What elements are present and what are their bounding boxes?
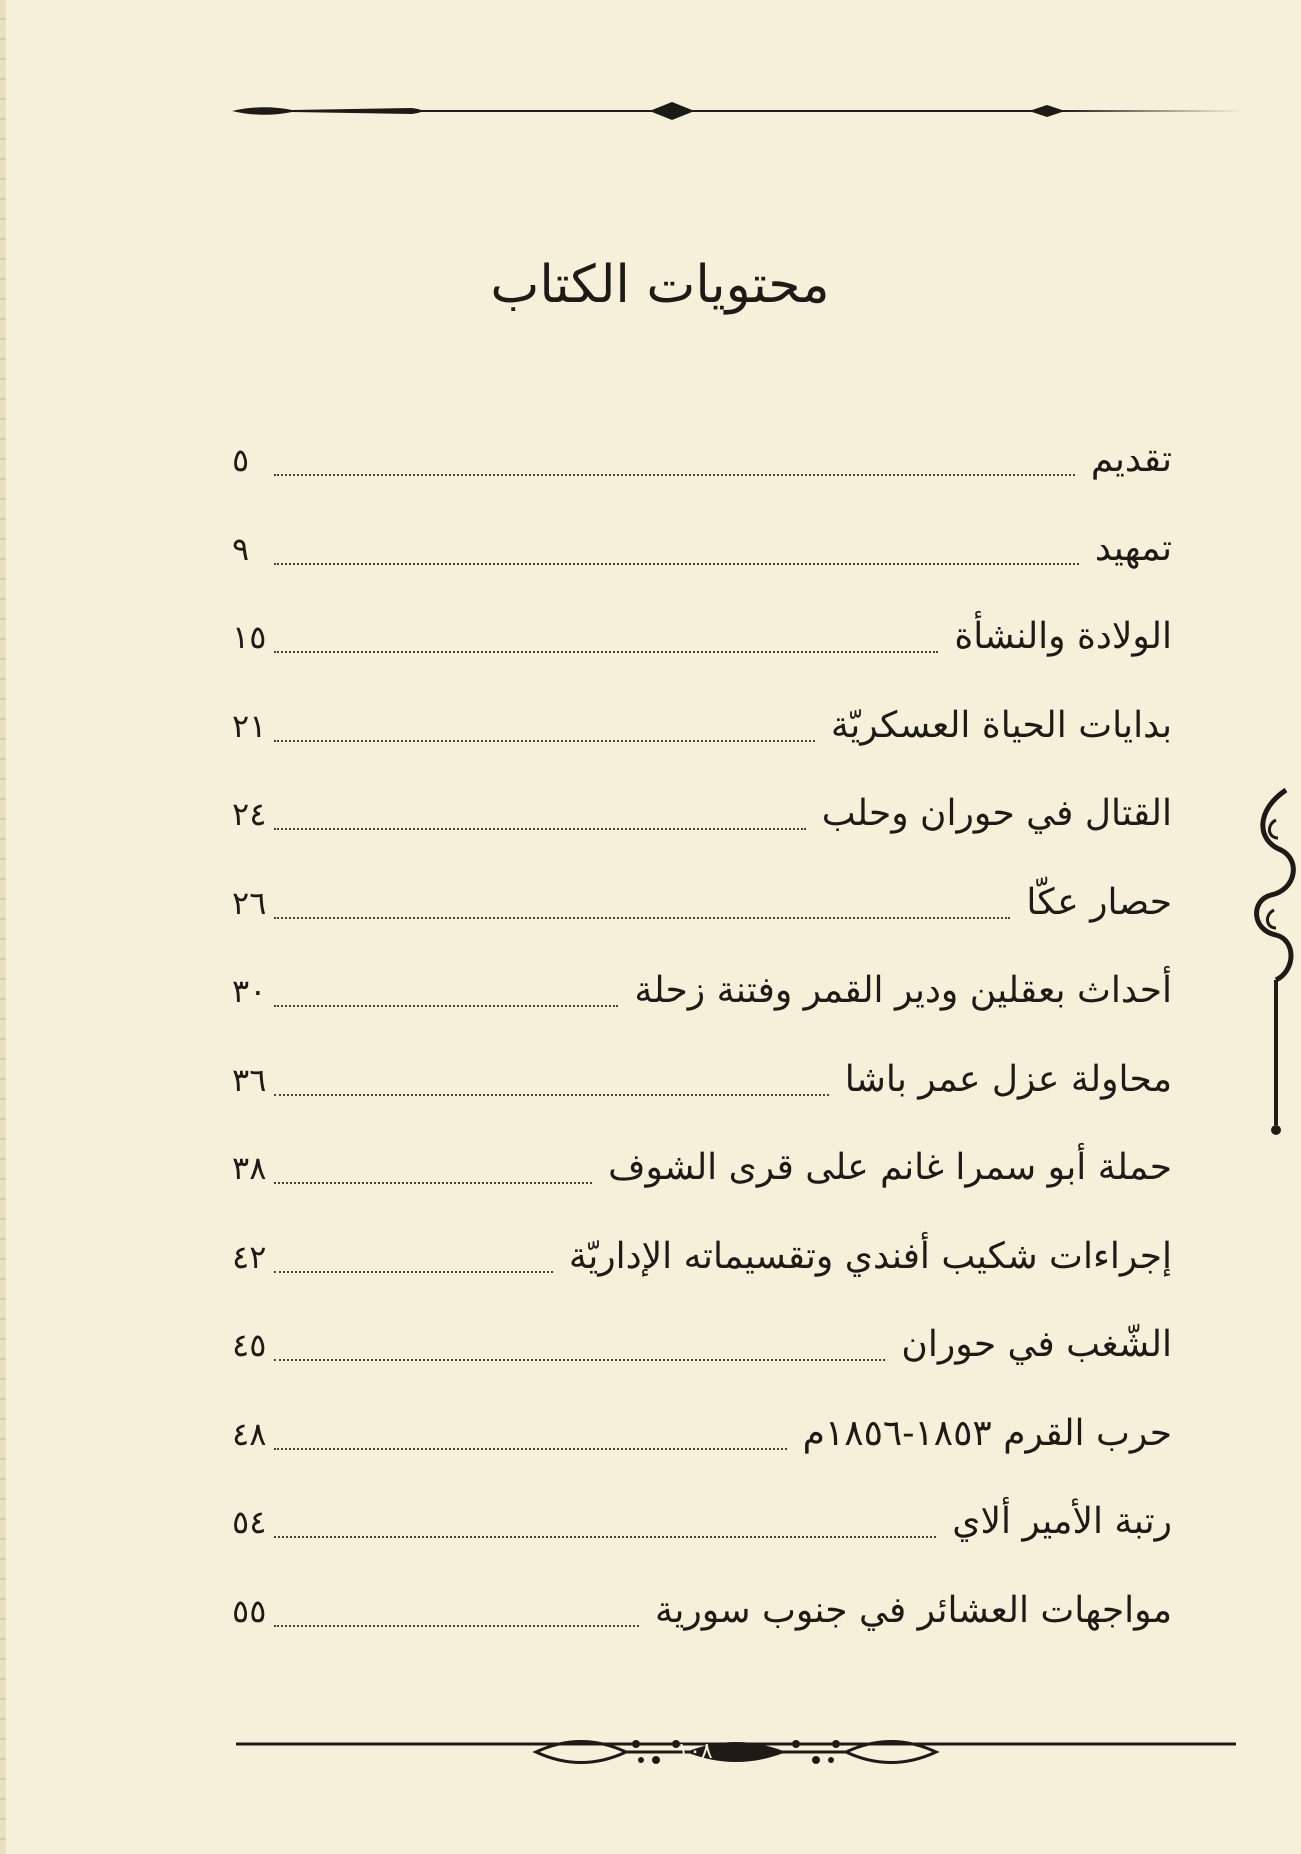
toc-entry-page: ٣٨: [232, 1149, 267, 1187]
toc-dot-leader: [274, 651, 938, 653]
toc-dot-leader: [274, 828, 806, 830]
toc-entry-title: الولادة والنشأة: [954, 616, 1172, 657]
toc-dot-leader: [274, 474, 1075, 476]
toc-entry-title: حصار عكّا: [1026, 881, 1172, 923]
toc-entry-page: ٢١: [232, 706, 267, 745]
toc-entry-title: حملة أبو سمرا غانم على قرى الشوف: [608, 1147, 1172, 1188]
toc-dot-leader: [274, 1359, 885, 1361]
toc-entry-title: محاولة عزل عمر باشا: [844, 1058, 1172, 1100]
toc-dot-leader: [274, 1094, 829, 1096]
toc-entry-title: حرب القرم ١٨٥٣-١٨٥٦م: [802, 1412, 1172, 1454]
toc-entry: [232, 1138, 1172, 1198]
toc-dot-leader: [274, 1448, 787, 1450]
toc-dot-leader: [274, 1536, 936, 1538]
toc-entry: [232, 1050, 1172, 1110]
toc-entry: [232, 961, 1172, 1021]
toc-entry-page: ١٥: [232, 618, 267, 656]
toc-entry: [232, 1404, 1172, 1464]
toc-entry-page: ٩: [232, 529, 250, 568]
toc-dot-leader: [274, 1625, 639, 1627]
toc-entry-page: ٣٠: [232, 972, 267, 1010]
toc-entry: [232, 1227, 1172, 1287]
page-edge: [0, 0, 6, 1854]
top-ornamental-rule: [232, 96, 1242, 126]
toc-dot-leader: [274, 1271, 553, 1273]
toc-entry-page: ٣٦: [232, 1060, 267, 1099]
toc-entry-title: إجراءات شكيب أفندي وتقسيماته الإداريّة: [568, 1235, 1172, 1277]
toc-entry-title: تقديم: [1090, 439, 1172, 480]
toc-entry: [232, 430, 1172, 490]
toc-entry-title: مواجهات العشائر في جنوب سورية: [655, 1589, 1172, 1631]
toc-dot-leader: [274, 1182, 592, 1184]
toc-entry-page: ٢٦: [232, 883, 267, 922]
toc-entry-page: ٥٤: [232, 1503, 267, 1541]
toc-entry-page: ٤٨: [232, 1414, 267, 1453]
toc-entry-title: رتبة الأمير ألاي: [952, 1501, 1172, 1542]
side-ornament-icon: [1246, 780, 1301, 1140]
toc-entry: [232, 1315, 1172, 1375]
toc-entry-page: ٤٥: [232, 1326, 267, 1364]
toc-entry-title: تمهيد: [1094, 527, 1172, 569]
page-title: محتويات الكتاب: [490, 255, 830, 315]
toc-dot-leader: [274, 1005, 618, 1007]
toc-entry: [232, 1492, 1172, 1552]
toc-entry-title: بدايات الحياة العسكريّة: [830, 704, 1172, 746]
bottom-ornamental-rule: [236, 1730, 1236, 1774]
toc-entry-title: الشّغب في حوران: [901, 1324, 1172, 1365]
toc-entry: [232, 696, 1172, 756]
toc-entry-title: القتال في حوران وحلب: [821, 793, 1172, 834]
toc-entry: [232, 607, 1172, 667]
toc-entry-page: ٥٥: [232, 1591, 267, 1630]
toc-entry: [232, 1581, 1172, 1641]
toc-entry: [232, 873, 1172, 933]
toc-entry-page: ٤٢: [232, 1237, 267, 1276]
toc-entry-page: ٥: [232, 441, 250, 479]
page-number: ١٠٨: [677, 1739, 713, 1764]
toc-entry-title: أحداث بعقلين ودير القمر وفتنة زحلة: [634, 970, 1172, 1011]
toc-entry: [232, 784, 1172, 844]
toc-dot-leader: [274, 917, 1010, 919]
toc-dot-leader: [274, 740, 815, 742]
toc-dot-leader: [274, 563, 1079, 565]
toc-entry: [232, 519, 1172, 579]
toc-entry-page: ٢٤: [232, 795, 267, 833]
